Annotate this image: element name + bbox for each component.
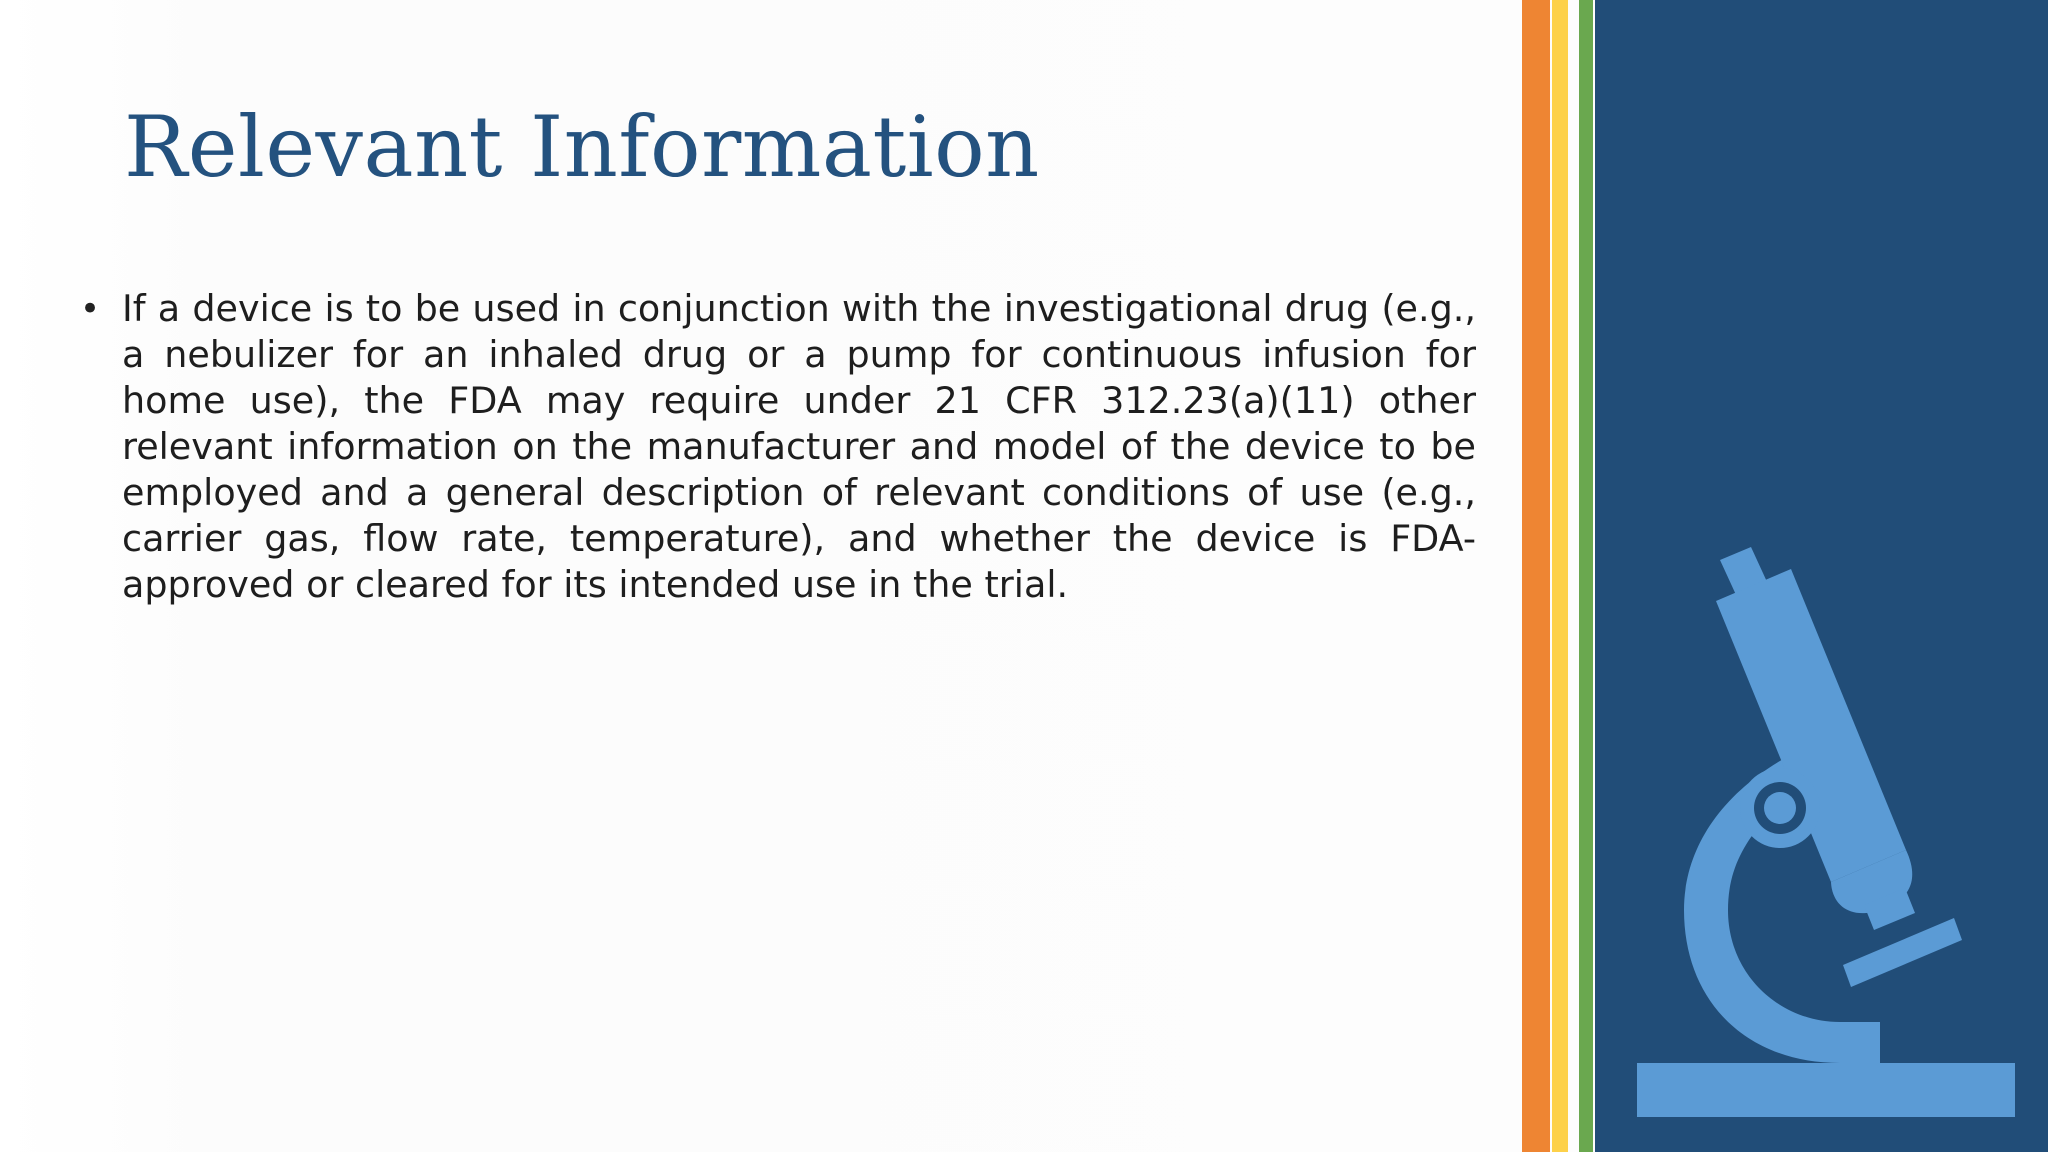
stripe-gap [1568, 0, 1579, 1152]
orange-stripe [1522, 0, 1550, 1152]
green-stripe [1579, 0, 1593, 1152]
slide-title: Relevant Information [124, 98, 1040, 196]
bullet-list [76, 286, 1476, 608]
microscope-icon [1595, 0, 2048, 1152]
bullet-dot: • [80, 289, 101, 329]
bullet-text: If a device is to be used in conjunction with the investigational drug (e.g., a nebulizer for an inhaled drug or a pump for continuous infusion for home use), the FDA may require under 21 CFR 312.23(a)(11) other relevant information on the manufacturer and model of the device to be employed and a general description of relevant conditions of use (e.g., carrier gas, flow rate, temperature), and whether the device is FDA-approved or cleared for its intended use in the trial. [122, 287, 1476, 606]
yellow-stripe [1552, 0, 1568, 1152]
bullet-item [76, 286, 1476, 608]
